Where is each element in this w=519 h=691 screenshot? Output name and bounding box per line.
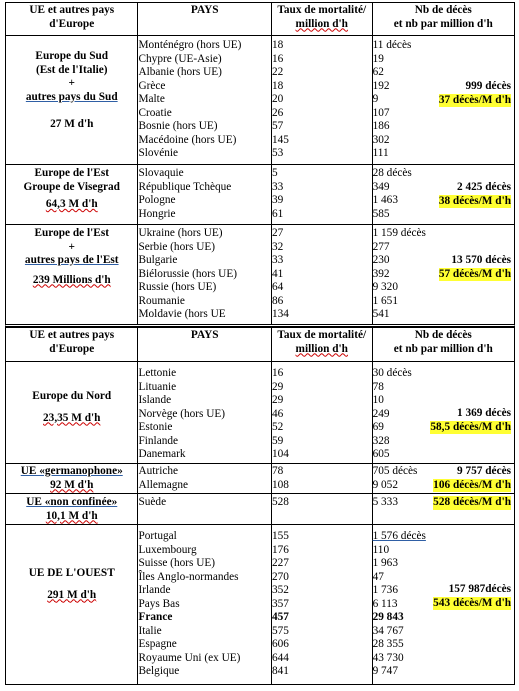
per-million-badge: 543 décès/M d'h — [433, 596, 511, 609]
rate-list: 155 176 227 270 352 357 457 575 606 644 841 — [272, 525, 373, 684]
group-row-ouest — [5, 524, 515, 685]
group-total: 1 369 décès 58,5 décès/M d'h — [430, 407, 511, 433]
header-country: PAYS — [138, 328, 271, 361]
group-row-germanophone — [5, 463, 515, 493]
deaths-list: 705 décès 9 052 9 757 décès 106 décès/M d'h — [372, 465, 511, 491]
rate-list: 78 108 — [272, 464, 373, 493]
header-deaths: Nb de décès et nb par million d'h — [393, 329, 493, 355]
group-row-visegrad — [5, 164, 515, 224]
header-rate: Taux de mortalité/ million d'h — [272, 328, 373, 361]
header-deaths: Nb de décès et nb par million d'h — [393, 4, 493, 30]
country-list: Monténégro (hors UE) Chypre (UE-Asie) Albanie (hors UE) Grèce Malte Croatie Bosnie (hors UE) Macédoine (hors UE) Slovénie — [138, 36, 271, 164]
country-list: Autriche Allemagne — [138, 464, 271, 493]
table-header-repeat — [5, 327, 515, 361]
region-cell: Europe du Sud (Est de l'Italie) + autres pays du Sud 27 M d'h — [6, 36, 138, 164]
country-list: Slovaquie République Tchèque Pologne Hongrie — [138, 165, 271, 224]
rate-list: 18 16 22 18 20 26 57 145 53 — [272, 36, 373, 164]
region-cell: UE «germanophone» 92 M d'h — [6, 464, 138, 493]
country-list: Lettonie Lituanie Islande Norvège (hors UE) Estonie Finlande Danemark — [138, 362, 271, 463]
deaths-list: 28 décès 349 1 463 585 2 425 décès 38 décès/M d'h — [372, 167, 511, 220]
header-region: UE et autres pays d'Europe — [6, 3, 138, 35]
region-cell: UE DE L'OUEST 291 M d'h — [6, 525, 138, 684]
group-total: 999 décès 37 décès/M d'h — [438, 80, 511, 106]
per-million-badge: 106 décès/M d'h — [433, 478, 511, 491]
per-million-badge: 58,5 décès/M d'h — [430, 420, 511, 433]
per-million-badge: 38 décès/M d'h — [438, 194, 511, 207]
rate-list: 528 — [272, 494, 373, 524]
per-million-badge: 528 décès/M d'h — [433, 496, 511, 508]
deaths-list: 1 159 décès 277 230 392 9 320 1 651 541 13 570 décès 57 décès/M d'h — [372, 227, 511, 320]
header-country: PAYS — [138, 3, 271, 35]
header-rate: Taux de mortalité/ million d'h — [272, 3, 373, 35]
per-million-badge: 37 décès/M d'h — [438, 93, 511, 106]
deaths-list: 30 décès 78 10 249 69 328 605 1 369 décès 58,5 décès/M d'h — [372, 367, 511, 460]
group-total: 9 757 décès 106 décès/M d'h — [433, 465, 511, 491]
mortality-table — [5, 2, 515, 685]
country-list: Ukraine (hors UE) Serbie (hors UE) Bulgarie Biélorussie (hors UE) Russie (hors UE) Roumanie Moldavie (hors UE — [138, 225, 271, 324]
per-million-badge: 57 décès/M d'h — [438, 267, 511, 280]
region-cell: Europe de l'Est + autres pays de l'Est 239 Millions d'h — [6, 225, 138, 324]
country-list: Portugal Luxembourg Suisse (hors UE) Îles Anglo-normandes Irlande Pays Bas France Italie Espagne Royaume Uni (ex UE) Belgique — [138, 525, 271, 684]
group-row-sweden — [5, 493, 515, 524]
rate-list: 16 29 29 46 52 59 104 — [272, 362, 373, 463]
deaths-list: 11 décès 19 62 192 9 107 186 302 111 999 décès 37 décès/M d'h — [372, 39, 511, 159]
group-row-nord — [5, 361, 515, 463]
group-row-est — [5, 224, 515, 327]
region-cell: Europe de l'Est Groupe de Visegrad 64,3 M d'h — [6, 165, 138, 224]
group-total: 157 987décès 543 décès/M d'h — [433, 583, 511, 609]
country-list: Suède — [138, 494, 271, 524]
group-total: 13 570 décès 57 décès/M d'h — [438, 254, 511, 280]
rate-list: 5 33 39 61 — [272, 165, 373, 224]
group-row-sud — [5, 35, 515, 164]
deaths-list: 5 333 528 décès/M d'h — [372, 496, 511, 508]
header-region: UE et autres pays d'Europe — [6, 328, 138, 361]
deaths-list: 1 576 décès 110 1 963 47 1 736 6 113 29 843 34 767 28 355 43 730 9 747 157 987décès 543 décès/M d'h — [372, 530, 511, 677]
group-total: 2 425 décès 38 décès/M d'h — [438, 181, 511, 207]
table-header — [5, 2, 515, 35]
region-cell: UE «non confinée» 10,1 M d'h — [6, 494, 138, 524]
region-cell: Europe du Nord 23,35 M d'h — [6, 362, 138, 463]
group-total — [433, 496, 511, 510]
rate-list: 27 32 33 41 64 86 134 — [272, 225, 373, 324]
